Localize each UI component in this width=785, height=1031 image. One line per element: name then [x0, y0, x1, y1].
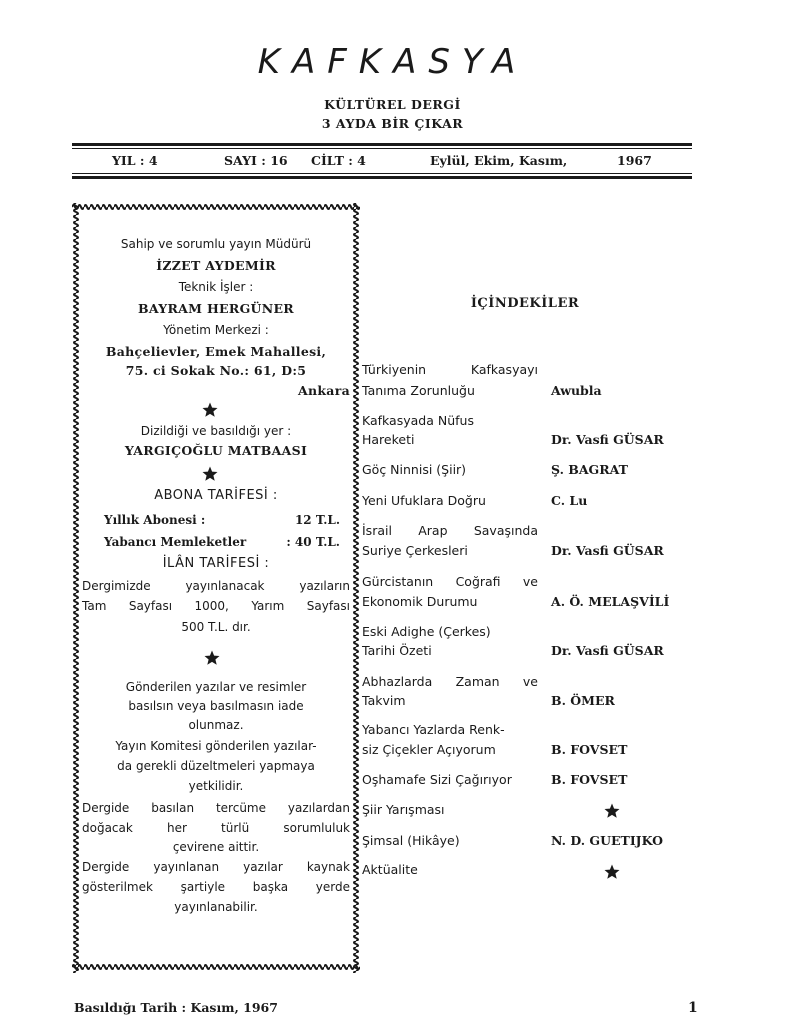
annual-price: 12 T.L.	[294, 513, 340, 527]
toc-item-author: Dr. Vasfi GÜSAR	[551, 643, 664, 658]
magazine-subtitle: KÜLTÜREL DERGİ	[324, 97, 461, 112]
toc-item-author: Dr. Vasfi GÜSAR	[551, 543, 664, 558]
tech-name: BAYRAM HERGÜNER	[138, 301, 294, 316]
notice2-line1: Yayın Komitesi gönderilen yazılar-	[115, 739, 317, 753]
toc-item-title: Aktüalite	[362, 862, 418, 877]
page-number: 1	[688, 1000, 698, 1016]
star-icon	[604, 864, 620, 880]
ad-text-line3: 500 T.L. dır.	[181, 620, 251, 634]
owner-label: Sahip ve sorumlu yayın Müdürü	[120, 237, 312, 251]
toc-item-title: Ekonomik Durumu	[362, 594, 478, 609]
notice3-line1: Dergide basılan tercüme yazılardan	[82, 801, 350, 815]
toc-item-title: Yabancı Yazlarda Renk-	[362, 722, 505, 737]
toc-item-author: B. FOVSET	[551, 742, 628, 757]
toc-item-title: İsrail Arap Savaşında	[362, 523, 538, 538]
top-rule-thin	[72, 148, 692, 149]
star-icon	[202, 402, 218, 418]
toc-item-author: N. D. GUETIJKO	[551, 833, 664, 848]
toc-item-title: Takvim	[362, 693, 406, 708]
foreign-label: Yabancı Memleketler	[104, 535, 247, 549]
issue-info-row	[112, 153, 652, 169]
toc-item-author: B. ÖMER	[551, 693, 615, 708]
magazine-title: KAFKASYA	[257, 42, 528, 82]
notice3-line3: çevirene aittir.	[172, 840, 260, 854]
notice4-line1: Dergide yayınlanan yazılar kaynak	[82, 860, 350, 874]
bottom-rule-thick	[72, 176, 692, 179]
top-rule-thick	[72, 143, 692, 146]
toc-item-author: B. FOVSET	[551, 772, 628, 787]
notice1-line3: olunmaz.	[188, 718, 244, 732]
toc-item-title: Oşhamafe Sizi Çağırıyor	[362, 772, 512, 787]
star-icon	[604, 803, 620, 819]
toc-item-title: Hareketi	[362, 432, 415, 447]
address-line2: 75. ci Sokak No.: 61, D:5	[125, 363, 307, 378]
star-icon	[202, 466, 218, 482]
print-label: Dizildiği ve basıldığı yer :	[140, 424, 292, 438]
notice4-line3: yayınlanabilir.	[174, 900, 258, 914]
toc-item-title: Eski Adighe (Çerkes)	[362, 624, 491, 639]
issue-year: YIL : 4	[112, 153, 158, 168]
toc-item-title: Abhazlarda Zaman ve	[362, 674, 538, 689]
toc-item-title: Şimsal (Hikâye)	[362, 833, 460, 848]
notice1-line2: basılsın veya basılmasın iade	[128, 699, 304, 713]
office-label: Yönetim Merkezi :	[163, 323, 269, 337]
toc-item-title: Suriye Çerkesleri	[362, 543, 468, 558]
publication-frequency: 3 AYDA BİR ÇIKAR	[321, 116, 464, 131]
issue-number: SAYI : 16	[224, 153, 288, 168]
toc-item-title: Şiir Yarışması	[362, 802, 445, 817]
annual-price-row	[82, 513, 350, 528]
toc-item-author: Ş. BAGRAT	[551, 462, 628, 477]
address-city: Ankara	[297, 383, 350, 398]
toc-item-title: Gürcistanın Coğrafi ve	[362, 574, 538, 589]
star-icon	[204, 650, 220, 666]
toc-item-title: siz Çiçekler Açıyorum	[362, 742, 496, 757]
toc-item-author: C. Lu	[551, 493, 588, 508]
notice1-line1: Gönderilen yazılar ve resimler	[125, 680, 307, 694]
toc-item-author: A. Ö. MELAŞVİLİ	[551, 594, 670, 609]
toc-item-title: Kafkasyada Nüfus	[362, 413, 474, 428]
owner-name: İZZET AYDEMİR	[156, 258, 276, 273]
tech-label: Teknik İşler :	[178, 280, 254, 294]
toc-item-title: Yeni Ufuklara Doğru	[362, 493, 486, 508]
subscription-title: ABONA TARİFESİ :	[154, 488, 278, 503]
print-date: Basıldığı Tarih : Kasım, 1967	[74, 1000, 278, 1015]
issue-months: Eylül, Ekim, Kasım,	[430, 153, 568, 168]
foreign-price: : 40 T.L.	[286, 535, 340, 549]
foreign-price-row	[82, 535, 350, 550]
contents-title: İÇİNDEKİLER	[470, 296, 580, 311]
toc-item-title: Türkiyenin Kafkasyayı	[362, 362, 538, 377]
notice2-line3: yetkilidir.	[188, 779, 244, 793]
imprint-box	[72, 203, 360, 973]
toc-item-title: Tarihi Özeti	[362, 643, 432, 658]
bottom-rule-thin	[72, 173, 692, 174]
toc-item-title: Göç Ninnisi (Şiir)	[362, 462, 467, 477]
toc-item-author: Awubla	[551, 383, 602, 398]
issue-volume: CİLT : 4	[311, 153, 366, 168]
address-line1: Bahçelievler, Emek Mahallesi,	[105, 344, 327, 359]
ad-title: İLÂN TARİFESİ :	[162, 556, 270, 571]
ad-text-line2: Tam Sayfası 1000, Yarım Sayfası	[82, 599, 350, 613]
annual-label: Yıllık Abonesi :	[104, 513, 206, 527]
notice4-line2: gösterilmek şartiyle başka yerde	[82, 880, 350, 894]
ad-text-line1: Dergimizde yayınlanacak yazıların	[82, 579, 350, 593]
notice2-line2: da gerekli düzeltmeleri yapmaya	[117, 759, 315, 773]
toc-item-author: Dr. Vasfi GÜSAR	[551, 432, 664, 447]
toc-item-title: Tanıma Zorunluğu	[362, 383, 475, 398]
issue-year-value: 1967	[617, 153, 652, 168]
notice3-line2: doğacak her türlü sorumluluk	[82, 821, 350, 835]
printer-name: YARGIÇOĞLU MATBAASI	[124, 443, 308, 458]
